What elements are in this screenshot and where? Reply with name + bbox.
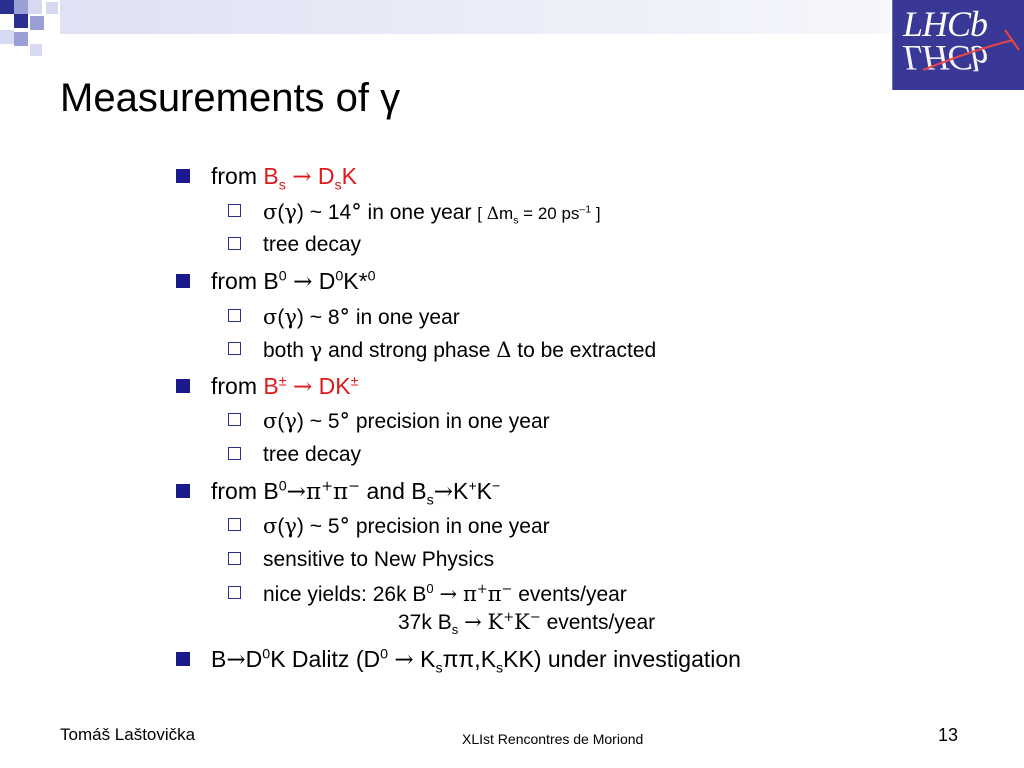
header-bar [60,0,890,34]
page-number: 13 [938,725,959,745]
sub-bullet-continuation: 37k $B_s \to K^+K^-$ events/year [398,610,656,638]
square-bullet-icon [176,652,190,666]
bullet-label: from $B^0\to\pi^+\pi^-$ and $B_s\to K^+K^-$ [211,478,501,509]
hollow-square-bullet-icon [228,309,241,322]
logo-swoosh-icon [893,0,1024,90]
slide-title [60,70,400,126]
sub-bullet-label: sensitive to New Physics [263,548,495,571]
deco-square [30,44,42,56]
deco-square [28,0,42,14]
bullet-label: from $B_s \to D_sK$ [211,163,357,194]
deco-square [14,14,28,28]
hollow-square-bullet-icon [228,237,241,250]
hollow-square-bullet-icon [228,342,241,355]
hollow-square-bullet-icon [228,586,241,599]
sub-bullet-label: σ(γ) ~ 14° in one year [ $\Delta m_s = 20$ $ps^{-1}$ ] [263,200,601,227]
deco-square [14,32,28,46]
bullet-label: $B\to D^0K$ Dalitz $(D^0 \to K_s\pi\pi,K_sKK)$ under investigation [211,646,741,677]
hollow-square-bullet-icon [228,447,241,460]
logo-text-reflection: LHCb [903,38,988,78]
sub-bullet-label: nice yields: 26k $B^0 \to \pi^+\pi^-$ events/year [263,581,627,606]
deco-square [30,16,44,30]
sub-bullet-label: both γ and strong phase Δ to be extracted [263,338,657,362]
bullet-label: from B± → DK± [211,373,359,400]
footer-author: Tomáš Laštovička [60,725,196,744]
deco-square [14,0,28,14]
bullet-label: from $B^0 \to D^0K*^0$ [211,268,376,295]
sub-bullet-label: σ(γ) ~ 5° precision in one year [263,514,550,538]
sub-bullet-label: tree decay [263,443,362,466]
hollow-square-bullet-icon [228,413,241,426]
logo-text: LHCb [903,4,988,44]
hollow-square-bullet-icon [228,518,241,531]
square-bullet-icon [176,274,190,288]
slide-title-text: Measurements of γ [60,76,401,120]
deco-square [0,30,14,44]
footer-conference: XLIst Rencontres de Moriond [462,731,644,747]
sub-bullet-label: tree decay [263,233,362,256]
sub-bullet-label: σ(γ) ~ 8° in one year [263,305,460,329]
hollow-square-bullet-icon [228,204,241,217]
deco-square [0,0,14,14]
hollow-square-bullet-icon [228,552,241,565]
square-bullet-icon [176,169,190,183]
sub-bullet-label: σ(γ) ~ 5° precision in one year [263,409,550,433]
lhcb-logo [892,0,1024,90]
square-bullet-icon [176,379,190,393]
square-bullet-icon [176,484,190,498]
deco-square [46,2,58,14]
